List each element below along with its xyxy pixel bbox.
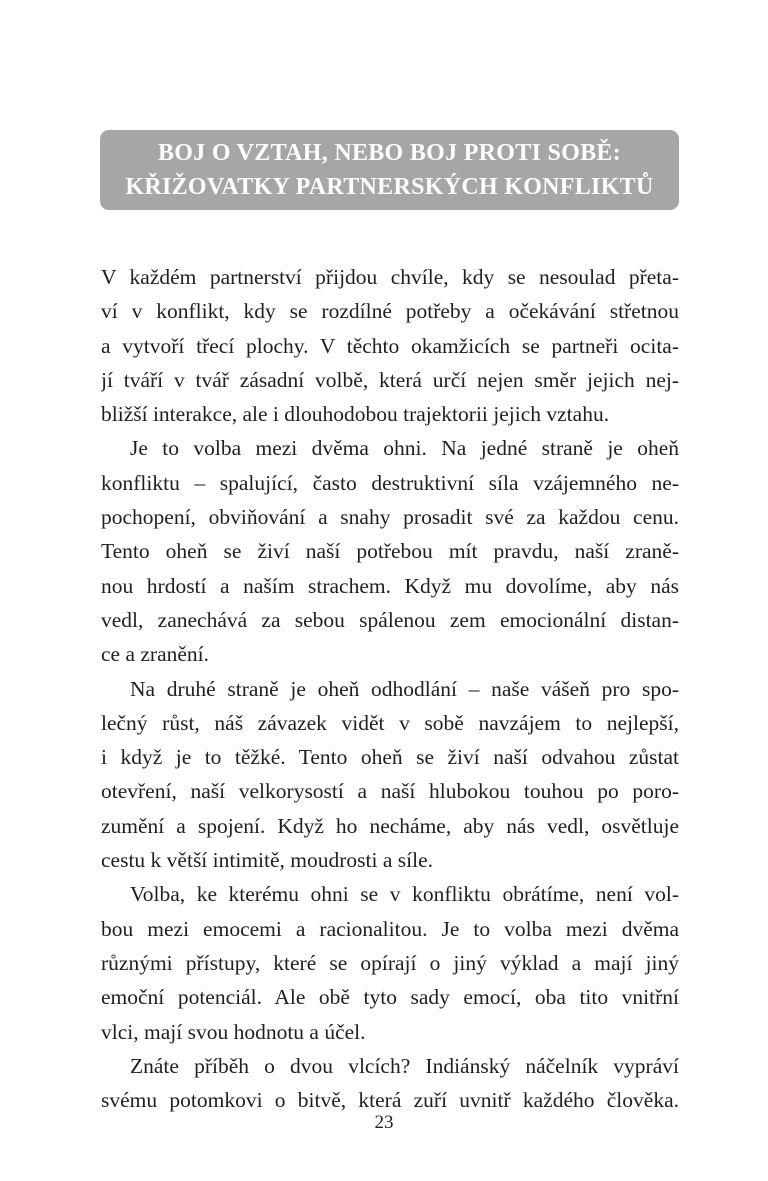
text-line: emoční potenciál. Ale obě tyto sady emocí, oba tito vnitřní: [101, 985, 679, 1010]
chapter-title-line-1: BOJ O VZTAH, NEBO BOJ PROTI SOBĚ:: [157, 140, 622, 166]
text-line: nou hrdostí a naším strachem. Když mu dovolíme, aby nás: [101, 573, 679, 598]
text-line: Na druhé straně je oheň odhodlání – naše vášeň pro spo-: [130, 676, 679, 701]
text-line: vlci, mají svou hodnotu a účel.: [101, 1019, 366, 1044]
paragraph-3: [101, 672, 679, 878]
text-line: bližší interakce, ale i dlouhodobou trajektorii jejich vztahu.: [101, 402, 610, 427]
text-line: konfliktu – spalující, často destruktivní síla vzájemného ne-: [101, 470, 679, 495]
text-line: svému potomkovi o bitvě, která zuří uvnitř každého člověka.: [101, 1088, 679, 1113]
text-line: bou mezi emocemi a racionalitou. Je to volba mezi dvěma: [101, 916, 679, 941]
text-line: jí tváří v tvář zásadní volbě, která určí nejen směr jejich nej-: [101, 367, 679, 392]
body-text: [101, 260, 679, 1117]
page-number: 23: [374, 1112, 394, 1133]
text-line: cestu k větší intimitě, moudrosti a síle.: [101, 848, 434, 873]
text-line: Tento oheň se živí naší potřebou mít pravdu, naší zraně-: [101, 539, 679, 564]
text-line: Je to volba mezi dvěma ohni. Na jedné straně je oheň: [130, 436, 679, 461]
text-line: i když je to těžké. Tento oheň se živí naší odvahou zůstat: [101, 745, 679, 770]
text-line: Znáte příběh o dvou vlcích? Indiánský náčelník vypráví: [130, 1053, 679, 1078]
text-line: různými přístupy, které se opírají o jiný výklad a mají jiný: [101, 950, 679, 975]
text-line: Volba, ke kterému ohni se v konfliktu obrátíme, není vol-: [130, 882, 679, 907]
paragraph-2: [101, 431, 679, 671]
text-line: vedl, zanechává za sebou spálenou zem emocionální distan-: [101, 607, 679, 632]
paragraph-5: [101, 1049, 679, 1118]
text-line: lečný růst, náš závazek vidět v sobě navzájem to nejlepší,: [101, 710, 679, 735]
text-line: otevření, naší velkorysostí a naší hlubokou touhou po poro-: [101, 779, 679, 804]
text-line: ce a zranění.: [101, 642, 210, 667]
text-line: a vytvoří třecí plochy. V těchto okamžicích se partneři ocita-: [101, 333, 679, 358]
text-line: V každém partnerství přijdou chvíle, kdy se nesoulad přeta-: [101, 265, 679, 289]
paragraph-1: [101, 260, 679, 431]
text-line: ví v konflikt, kdy se rozdílné potřeby a očekávání střetnou: [101, 299, 679, 324]
text-line: zumění a spojení. Když ho necháme, aby nás vedl, osvětluje: [101, 813, 679, 838]
paragraph-4: [101, 877, 679, 1048]
chapter-title-banner: [100, 130, 679, 210]
chapter-title-line-2: KŘIŽOVATKY PARTNERSKÝCH KONFLIKTŮ: [125, 174, 654, 200]
text-line: pochopení, obviňování a snahy prosadit své za každou cenu.: [101, 505, 679, 530]
